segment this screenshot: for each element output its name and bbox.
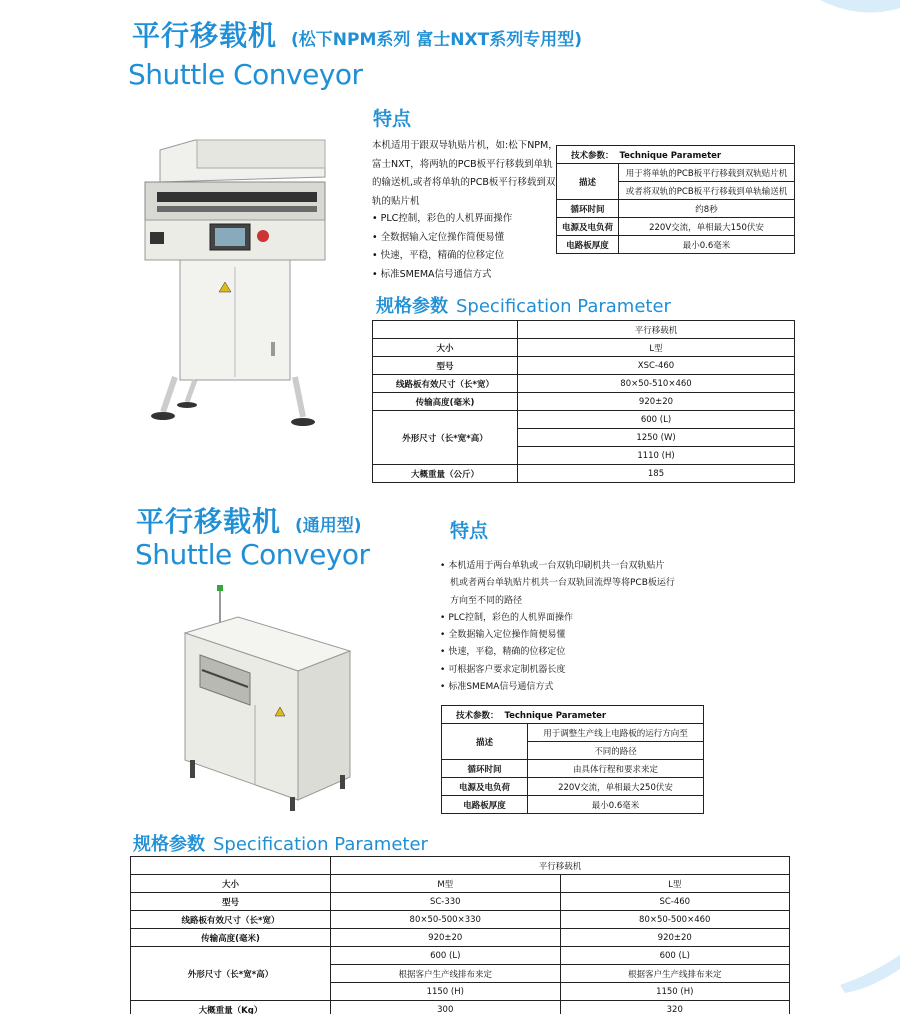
table-cell: 220V交流，单相最大150伏安 (619, 218, 795, 236)
table-cell: 920±20 (518, 393, 795, 411)
description-line: 本机适用于跟双导轨贴片机，如:松下NPM， (372, 140, 558, 151)
table-cell: 根据客户生产线排布来定 (331, 965, 561, 983)
list-item: • 标准SMEMA信号通信方式 (440, 679, 675, 696)
decorative-swoosh-bottom (840, 955, 900, 1010)
table-title: 平行移载机 (518, 321, 795, 339)
table-cell: L型 (518, 339, 795, 357)
section2-technique-table (441, 705, 704, 814)
table-header-label: 技术参数： (571, 150, 614, 161)
section2-feature-list (440, 558, 675, 696)
table-cell-label: 循环时间 (557, 200, 619, 218)
section1-description (372, 137, 562, 211)
spec-heading-cn: 规格参数 (133, 834, 205, 855)
list-item: • 可根据客户要求定制机器长度 (440, 662, 675, 679)
table-cell-label: 大小 (373, 339, 518, 357)
list-item: • 快速，平稳，精确的位移定位 (440, 644, 675, 661)
table-cell-label: 电路板厚度 (557, 236, 619, 254)
table-cell-label: 大概重量（Kg） (131, 1001, 331, 1014)
table-cell: 320 (560, 1001, 790, 1014)
list-item-continued: 机或者两台单轨贴片机共一台双轨回流焊等将PCB板运行 (450, 578, 675, 589)
table-cell: 300 (331, 1001, 561, 1014)
table-cell-label: 线路板有效尺寸（长*宽） (373, 375, 518, 393)
table-cell: 920±20 (560, 929, 790, 947)
table-cell: 600 (L) (518, 411, 795, 429)
table-cell: 根据客户生产线排布来定 (560, 965, 790, 983)
section1-spec-table (372, 320, 795, 483)
description-line: 的输送机,或者将单轨的PCB板平行移载到双 (372, 177, 556, 188)
table-cell-label: 描述 (442, 724, 528, 760)
table-cell: XSC-460 (518, 357, 795, 375)
section2-spec-heading (133, 830, 428, 856)
table-cell: 1110 (H) (518, 447, 795, 465)
table-cell: 920±20 (331, 929, 561, 947)
description-line: 富士NXT，将两轨的PCB板平行移载到单轨 (372, 158, 553, 170)
description-line: 轨的贴片机 (372, 195, 420, 207)
table-cell: 用于调整生产线上电路板的运行方向至 (528, 724, 704, 742)
table-cell-label: 型号 (373, 357, 518, 375)
list-item: • 本机适用于两台单轨或一台双轨印刷机共一台双轨贴片 (440, 558, 675, 575)
table-cell: 80×50-510×460 (518, 375, 795, 393)
list-item: • PLC控制，彩色的人机界面操作 (372, 210, 512, 229)
list-item: • PLC控制，彩色的人机界面操作 (440, 610, 675, 627)
section2-title (136, 500, 362, 540)
section1-features-heading: 特点 (373, 108, 412, 130)
spec-heading-en: Specification Parameter (456, 296, 671, 317)
section1-technique-table (556, 145, 795, 254)
section1-title-en: Shuttle Conveyor (128, 58, 363, 91)
section2-title-cn: 平行移载机 (136, 505, 282, 538)
section1-spec-heading (376, 292, 671, 318)
table-header-value: Technique Parameter (504, 710, 607, 721)
section1-title (132, 14, 582, 54)
spec-heading-cn: 规格参数 (376, 296, 448, 317)
table-cell-label: 外形尺寸（长*宽*高） (131, 947, 331, 1001)
table-cell: 1250 (W) (518, 429, 795, 447)
shuttle-conveyor-image-1 (135, 132, 335, 437)
list-item: • 快速，平稳，精确的位移定位 (372, 247, 512, 266)
section1-title-cn: 平行移载机 (132, 19, 278, 52)
table-cell-label: 外形尺寸（长*宽*高） (373, 411, 518, 465)
table-cell-label: 线路板有效尺寸（长*宽） (131, 911, 331, 929)
list-item: • 标准SMEMA信号通信方式 (372, 266, 512, 285)
table-cell-label: 型号 (131, 893, 331, 911)
table-cell: 由具体行程和要求来定 (528, 760, 704, 778)
table-cell: 185 (518, 465, 795, 483)
table-cell: L型 (560, 875, 790, 893)
table-title: 平行移载机 (331, 857, 790, 875)
table-cell: 600 (L) (331, 947, 561, 965)
table-cell-label: 大概重量（公斤） (373, 465, 518, 483)
table-cell: 600 (L) (560, 947, 790, 965)
table-cell: SC-460 (560, 893, 790, 911)
table-cell: 最小0.6毫米 (528, 796, 704, 814)
list-item-continued: 方向至不同的路径 (450, 595, 523, 606)
table-cell-label: 电源及电负荷 (442, 778, 528, 796)
table-cell: 或者将双轨的PCB板平行移载到单轨输送机 (619, 182, 795, 200)
table-cell: M型 (331, 875, 561, 893)
table-cell-label: 描述 (557, 164, 619, 200)
table-cell-label: 电路板厚度 (442, 796, 528, 814)
table-cell-label: 循环时间 (442, 760, 528, 778)
table-cell: 1150 (H) (560, 983, 790, 1001)
section2-title-en: Shuttle Conveyor (135, 538, 370, 571)
table-cell: 220V交流，单相最大250伏安 (528, 778, 704, 796)
section2-title-subtitle: (通用型) (295, 516, 362, 536)
table-header-label: 技术参数： (456, 710, 499, 721)
table-header-value: Technique Parameter (619, 150, 722, 161)
shuttle-conveyor-image-2 (180, 585, 355, 815)
list-item: • 全数据输入定位操作简便易懂 (372, 229, 512, 248)
table-cell: 用于将单轨的PCB板平行移载到双轨贴片机 (619, 164, 795, 182)
table-cell: 1150 (H) (331, 983, 561, 1001)
table-cell-label: 电源及电负荷 (557, 218, 619, 236)
table-cell-label: 大小 (131, 875, 331, 893)
section2-spec-table (130, 856, 790, 1014)
table-cell: 不同的路径 (528, 742, 704, 760)
table-cell-label: 传输高度(毫米) (373, 393, 518, 411)
table-cell-label: 传输高度(毫米) (131, 929, 331, 947)
spec-heading-en: Specification Parameter (213, 834, 428, 855)
table-cell: 约8秒 (619, 200, 795, 218)
table-cell: 最小0.6毫米 (619, 236, 795, 254)
table-cell: SC-330 (331, 893, 561, 911)
section2-features-heading: 特点 (450, 520, 489, 542)
decorative-swoosh-top (800, 0, 900, 40)
list-item: • 全数据输入定位操作简便易懂 (440, 627, 675, 644)
table-cell: 80×50-500×330 (331, 911, 561, 929)
section1-title-subtitle: (松下NPM系列 富士NXT系列专用型) (291, 30, 583, 50)
section1-feature-list (372, 210, 512, 284)
table-cell: 80×50-500×460 (560, 911, 790, 929)
